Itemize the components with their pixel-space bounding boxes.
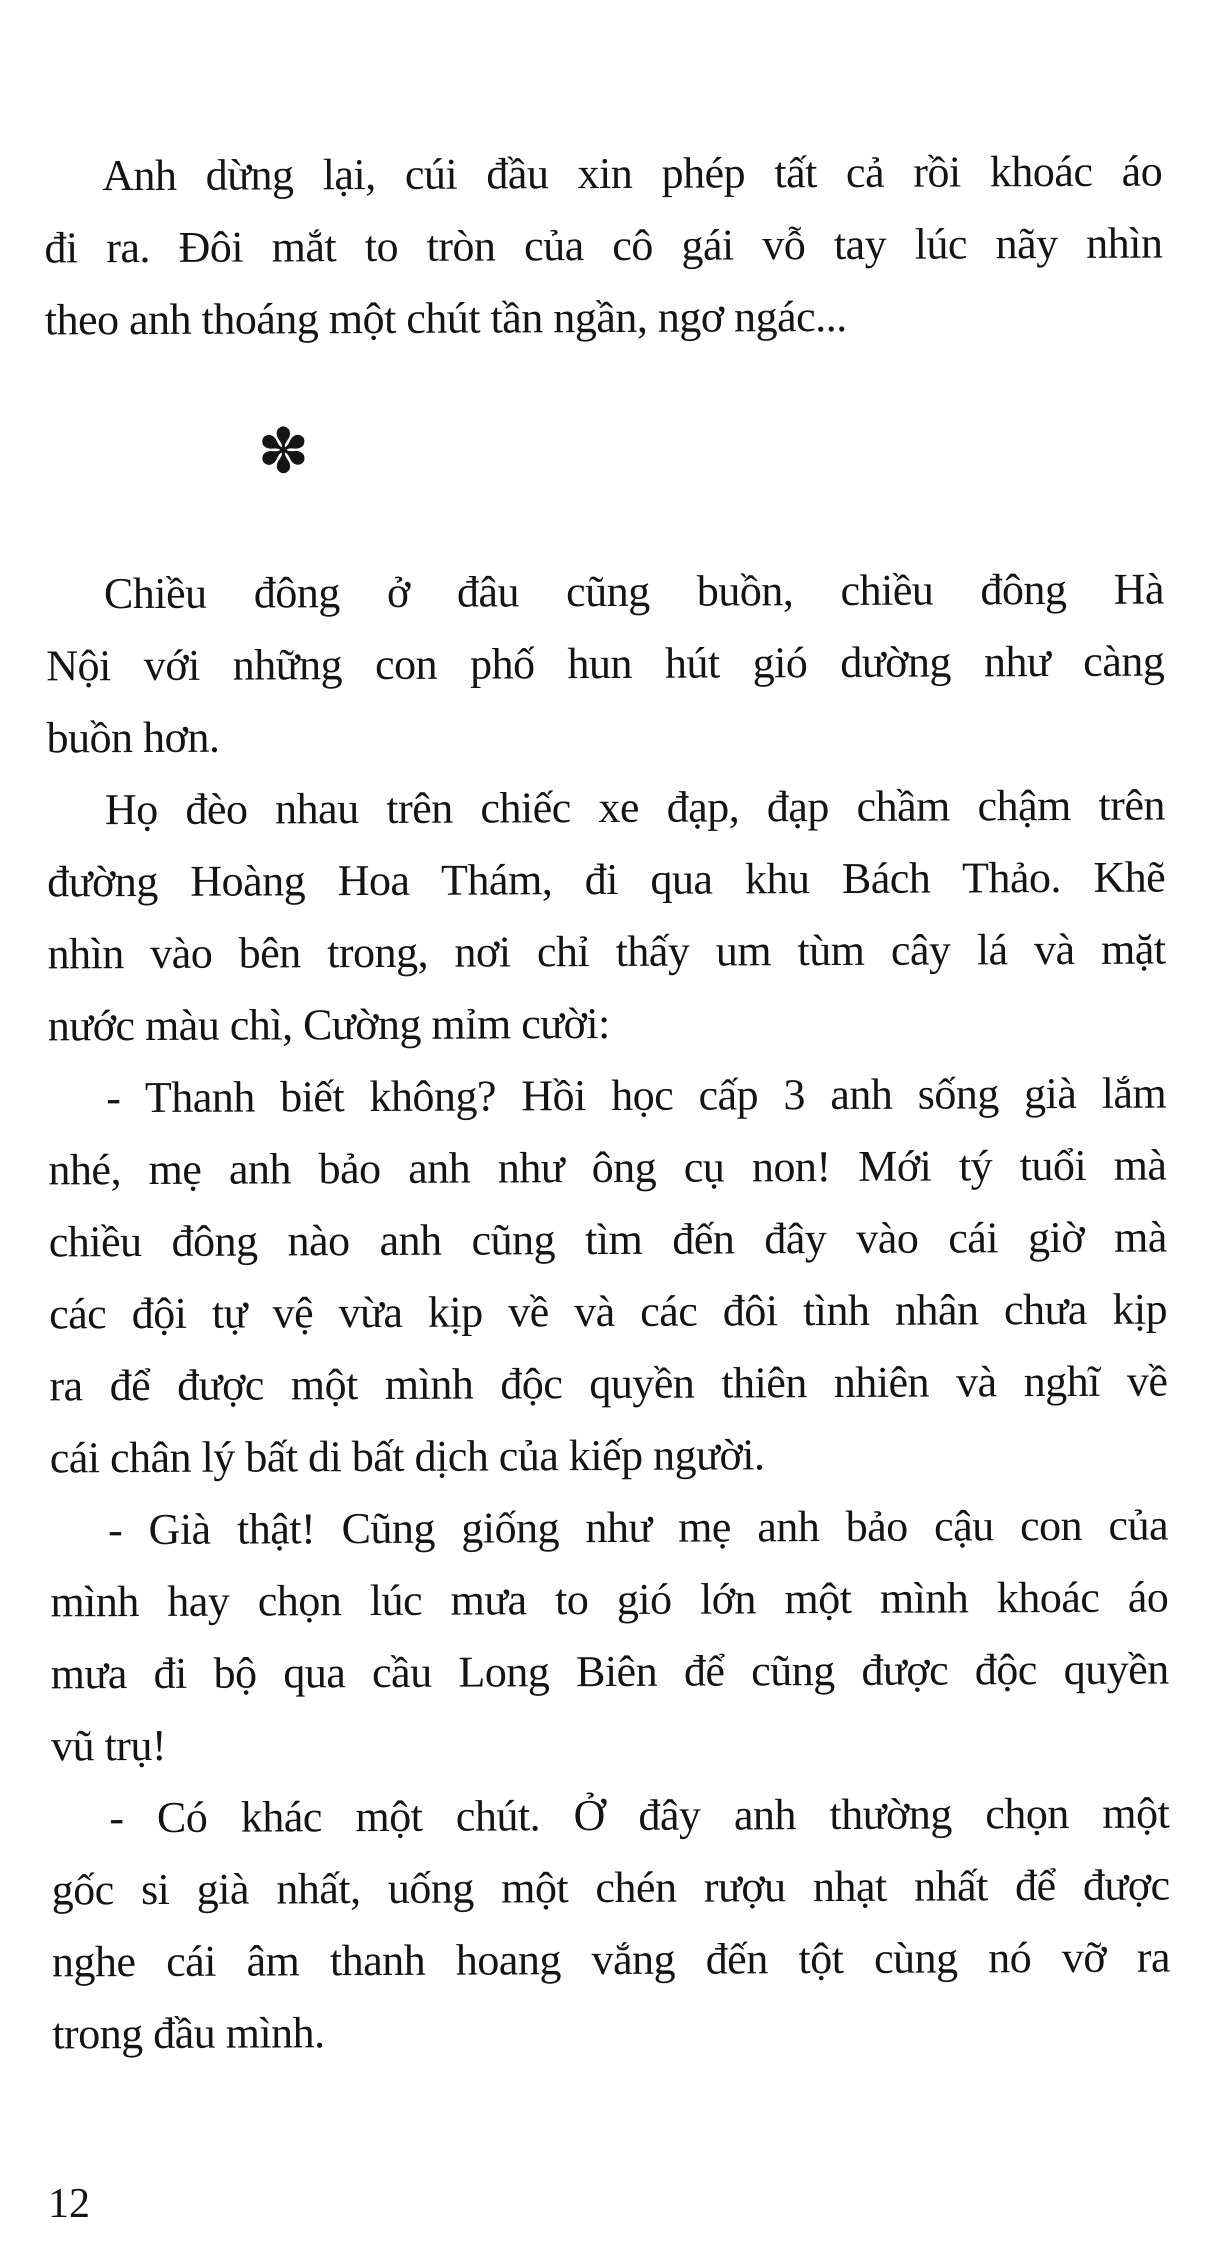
text-line: ra để được một mình độc quyền thiên nhiên và nghĩ về xyxy=(49,1356,1168,1411)
text-line: chiều đông nào anh cũng tìm đến đây vào cái giờ mà xyxy=(48,1212,1167,1267)
text-line: nhé, mẹ anh bảo anh như ông cụ non! Mới tý tuổi mà xyxy=(48,1140,1167,1195)
text-line: Chiều đông ở đâu cũng buồn, chiều đông Hà xyxy=(103,564,1165,619)
text-line: gốc si già nhất, uống một chén rượu nhạt nhất để được xyxy=(51,1860,1170,1915)
paragraph xyxy=(44,136,1163,357)
page-text-block xyxy=(44,136,1170,2071)
text-line: buồn hơn. xyxy=(46,712,220,763)
text-line: - Có khác một chút. Ở đây anh thường chọn một xyxy=(109,1788,1170,1843)
text-line: Họ đèo nhau trên chiếc xe đạp, đạp chầm chậm trên xyxy=(104,780,1166,835)
text-line: Nội với những con phố hun hút gió dường như càng xyxy=(46,636,1165,691)
text-line: vũ trụ! xyxy=(50,1720,167,1771)
paragraph xyxy=(46,554,1165,775)
text-line: mưa đi bộ qua cầu Long Biên để cũng được độc quyền xyxy=(50,1644,1169,1699)
text-line: nhìn vào bên trong, nơi chỉ thấy um tùm cây lá và mặt xyxy=(47,924,1166,979)
text-line: - Già thật! Cũng giống như mẹ anh bảo cậu con của xyxy=(107,1500,1169,1555)
page-number: 12 xyxy=(48,2181,90,2227)
paragraph xyxy=(50,1490,1169,1783)
text-line: - Thanh biết không? Hồi học cấp 3 anh sống già lắm xyxy=(106,1068,1167,1123)
paragraph xyxy=(48,1058,1168,1495)
text-line: cái chân lý bất di bất dịch của kiếp người. xyxy=(49,1430,765,1483)
text-line: theo anh thoáng một chút tần ngần, ngơ ngác... xyxy=(44,291,847,345)
text-line: các đội tự vệ vừa kịp về và các đôi tình nhân chưa kịp xyxy=(49,1284,1168,1339)
text-line: đi ra. Đôi mắt to tròn của cô gái vỗ tay lúc nãy nhìn xyxy=(44,218,1163,273)
paragraph xyxy=(51,1778,1170,2071)
text-line: nghe cái âm thanh hoang vắng đến tột cùng nó vỡ ra xyxy=(51,1932,1171,1987)
text-line: đường Hoàng Hoa Thám, đi qua khu Bách Thảo. Khẽ xyxy=(47,852,1166,907)
paragraph xyxy=(47,770,1166,1063)
text-line: trong đầu mình. xyxy=(52,2008,325,2059)
asterisk-icon: ✽ xyxy=(257,414,309,488)
section-separator xyxy=(45,412,1163,489)
text-line: Anh dừng lại, cúi đầu xin phép tất cả rồi khoác áo xyxy=(102,146,1163,201)
text-line: mình hay chọn lúc mưa to gió lớn một mình khoác áo xyxy=(50,1572,1169,1627)
text-line: nước màu chì, Cường mỉm cười: xyxy=(47,998,610,1051)
